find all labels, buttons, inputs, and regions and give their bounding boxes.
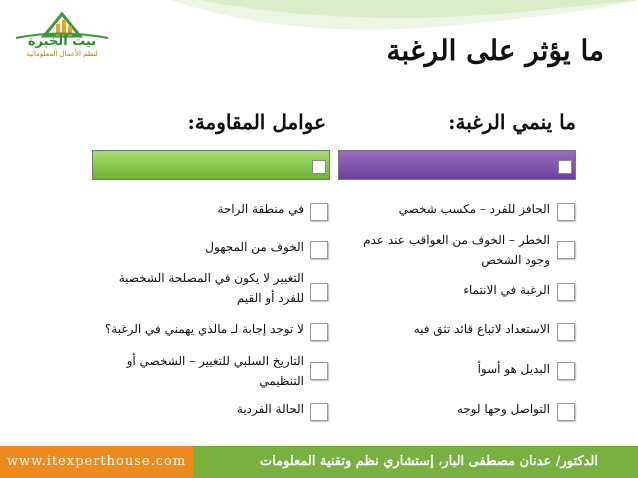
growth-item: الرغبة في الانتماء: [463, 283, 550, 297]
logo-name: بيت الخبرة: [27, 34, 97, 49]
growth-item: الخطر – الخوف من العواقب عند عدم وجود الشخص: [363, 233, 550, 267]
checkbox-icon: [310, 323, 328, 341]
checkbox-icon: [310, 241, 328, 259]
bar-checkbox-icon: [558, 160, 572, 174]
checkbox-icon: [310, 203, 328, 221]
checkbox-icon: [557, 403, 575, 421]
checkbox-icon: [310, 403, 328, 421]
checkbox-icon: [310, 362, 328, 380]
growth-item: التواصل وجها لوجه: [456, 402, 550, 416]
checkbox-icon: [557, 362, 575, 380]
bar-checkbox-icon: [312, 160, 326, 174]
heading-resistance-factors: عوامل المقاومة:: [187, 110, 326, 134]
resistance-item: لا توجد إجابة لـ مالذي يهمني في الرغبة؟: [104, 322, 304, 336]
growth-item: الحافز للفرد – مكسب شخصي: [398, 202, 550, 216]
checkbox-icon: [557, 241, 575, 259]
heading-growth-factors: ما ينمي الرغبة:: [448, 110, 576, 134]
growth-item: البديل هو أسوأ: [477, 362, 550, 376]
resistance-item: الخوف من المجهول: [205, 240, 304, 254]
slide-title: ما يؤثر على الرغبة: [386, 34, 604, 67]
footer: [0, 446, 638, 478]
checkbox-icon: [310, 283, 328, 301]
resistance-item: في منطقة الراحة: [217, 202, 304, 216]
checkbox-icon: [557, 203, 575, 221]
resistance-item: الحالة الفردية: [236, 402, 304, 416]
checkbox-icon: [557, 323, 575, 341]
growth-factors-bar: [338, 150, 576, 180]
checkbox-icon: [557, 283, 575, 301]
logo-tagline: لنظم الأعمال المعلوماتية: [26, 50, 98, 58]
footer-author: الدكتور/ عدنان مصطفى البار، إستشاري نظم وتقنية المعلومات: [193, 446, 638, 478]
resistance-item: التاريخ السلبي للتغيير – الشخصي أو التنظيمي: [126, 354, 304, 388]
resistance-item: التغيير لا يكون في المصلحة الشخصية للفرد أو القيم: [118, 271, 304, 305]
growth-item: الاستعداد لاتباع قائد تثق فيه: [413, 322, 550, 336]
resistance-factors-bar: [92, 150, 330, 180]
footer-website-url[interactable]: www.itexperthouse.com: [0, 446, 193, 478]
